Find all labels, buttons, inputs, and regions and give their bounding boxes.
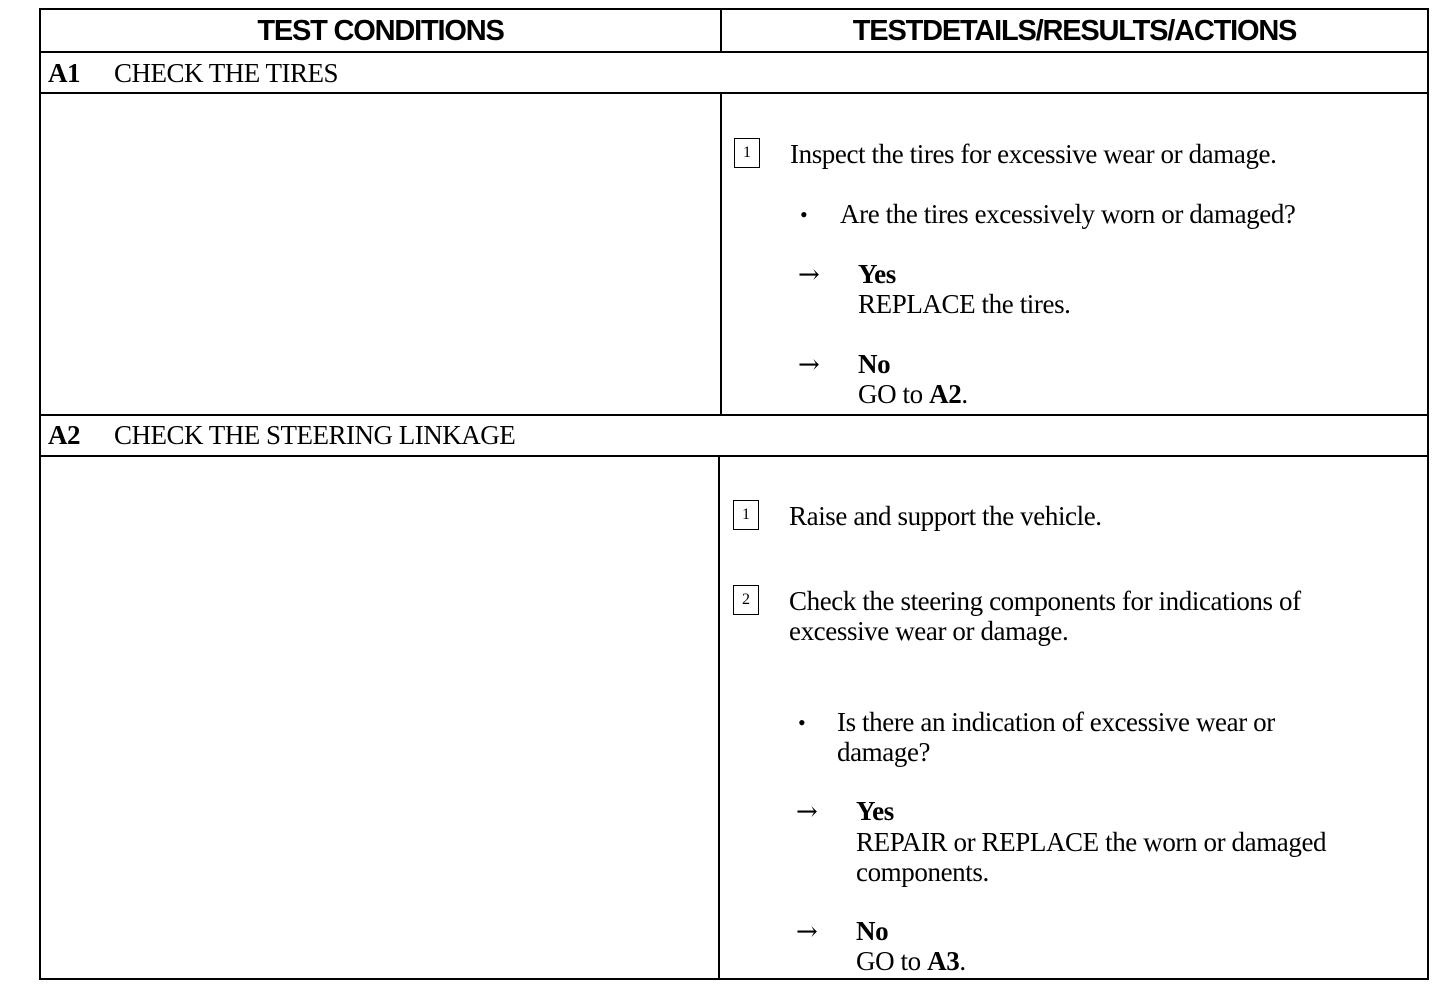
step-text: Check the steering components for indications of <box>789 586 1301 616</box>
step-number-box: 1 <box>733 500 759 530</box>
arrow-right-icon: → <box>798 260 820 290</box>
question-text: Are the tires excessively worn or damaged? <box>840 199 1296 229</box>
a1-column-divider <box>720 92 722 416</box>
a2-top-divider <box>39 414 1429 416</box>
result-answer-yes: Yes <box>858 259 896 289</box>
column-header-test-conditions: TEST CONDITIONS <box>257 14 504 47</box>
result-action: components. <box>856 857 989 887</box>
step-text: Inspect the tires for excessive wear or damage. <box>790 139 1277 169</box>
question-text: damage? <box>837 737 931 767</box>
result-action: REPLACE the tires. <box>858 289 1071 319</box>
step-text: Raise and support the vehicle. <box>789 501 1102 531</box>
bullet-icon: • <box>800 202 808 227</box>
section-id: A1 <box>48 58 80 88</box>
section-title: CHECK THE TIRES <box>114 58 339 88</box>
step-number-box: 1 <box>734 138 760 168</box>
question-text: Is there an indication of excessive wear or <box>837 707 1275 737</box>
step-text: excessive wear or damage. <box>789 616 1069 646</box>
section-reference: A2 <box>929 379 962 409</box>
bullet-icon: • <box>798 710 806 735</box>
result-answer-no: No <box>856 916 889 946</box>
arrow-right-icon: → <box>796 917 818 947</box>
section-title-a1 <box>48 58 338 88</box>
a2-title-divider <box>39 455 1429 457</box>
column-header-test-details: TESTDETAILS/RESULTS/ACTIONS <box>852 14 1297 47</box>
section-reference: A3 <box>927 946 960 976</box>
arrow-right-icon: → <box>796 797 818 827</box>
section-title: CHECK THE STEERING LINKAGE <box>114 420 516 450</box>
result-action: REPAIR or REPLACE the worn or damaged <box>856 827 1327 857</box>
result-action: GO to A2. <box>858 379 968 409</box>
step-number-box: 2 <box>733 585 759 615</box>
a2-column-divider <box>718 455 720 980</box>
result-answer-yes: Yes <box>856 796 894 826</box>
section-title-a2 <box>48 420 515 450</box>
arrow-right-icon: → <box>798 350 820 380</box>
result-action: GO to A3. <box>856 946 966 976</box>
result-answer-no: No <box>858 349 891 379</box>
a1-title-divider <box>39 92 1429 94</box>
section-id: A2 <box>48 420 80 450</box>
